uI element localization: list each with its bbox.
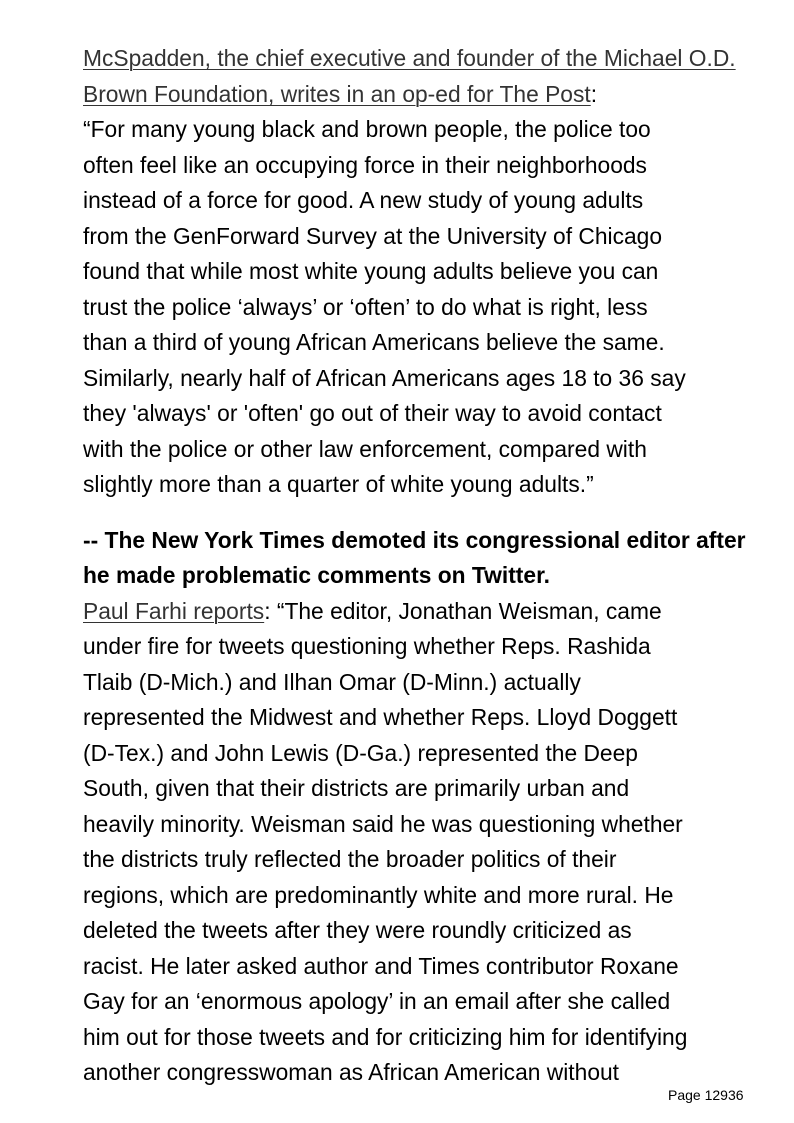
text-line: instead of a force for good. A new study of young adults <box>83 187 644 213</box>
text-line: represented the Midwest and whether Reps. Lloyd Doggett <box>83 704 678 730</box>
text-line: often feel like an occupying force in their neighborhoods <box>83 151 647 178</box>
paragraph-op-ed-quote <box>83 41 755 503</box>
text-line: slightly more than a quarter of white young adults.” <box>83 471 594 497</box>
text-line: “For many young black and brown people, the police too <box>83 116 651 142</box>
text-line: regions, which are predominantly white and more rural. He <box>83 881 674 908</box>
text-line: Gay for an ‘enormous apology’ in an email after she called <box>83 988 671 1014</box>
text-line: under fire for tweets questioning whether Reps. Rashida <box>83 633 651 659</box>
text-line: trust the police ‘always’ or ‘often’ to do what is right, less <box>83 293 648 320</box>
article-body <box>83 41 755 1091</box>
text-line: Similarly, nearly half of African Americans ages 18 to 36 say <box>83 364 686 391</box>
text-line: they 'always' or 'often' go out of their way to avoid contact <box>83 400 662 426</box>
text-line: the districts truly reflected the broader politics of their <box>83 846 617 872</box>
text-line: with the police or other law enforcement, compared with <box>83 435 647 462</box>
farhi-report-link[interactable]: Paul Farhi reports <box>83 597 265 624</box>
text-line: found that while most white young adults believe you can <box>83 258 659 284</box>
page-number: Page 12936 <box>668 1087 744 1103</box>
text-line: deleted the tweets after they were roundly criticized as <box>83 917 632 943</box>
text-line: Tlaib (D-Mich.) and Ilhan Omar (D-Minn.) actually <box>83 668 581 695</box>
text-line: (D-Tex.) and John Lewis (D-Ga.) represented the Deep <box>83 739 638 766</box>
op-ed-link[interactable]: McSpadden, the chief executive and founder of the Michael O.D. Brown Foundation, writes in an op-ed for The Post <box>83 45 736 107</box>
link-trailing-punctuation: : <box>590 80 598 107</box>
text-line: him out for those tweets and for criticizing him for identifying <box>83 1023 688 1050</box>
text-line: South, given that their districts are primarily urban and <box>83 775 630 801</box>
paragraph-nyt-editor <box>83 523 755 1091</box>
text-line: heavily minority. Weisman said he was questioning whether <box>83 810 683 837</box>
text-line: than a third of young African Americans believe the same. <box>83 329 665 355</box>
text-line: racist. He later asked author and Times contributor Roxane <box>83 952 679 979</box>
text-line: : “The editor, Jonathan Weisman, came <box>264 597 662 624</box>
text-line: another congresswoman as African American without <box>83 1059 620 1085</box>
text-line: from the GenForward Survey at the University of Chicago <box>83 222 663 249</box>
section-headline: -- The New York Times demoted its congressional editor after he made problematic comments on Twitter. <box>83 526 746 588</box>
